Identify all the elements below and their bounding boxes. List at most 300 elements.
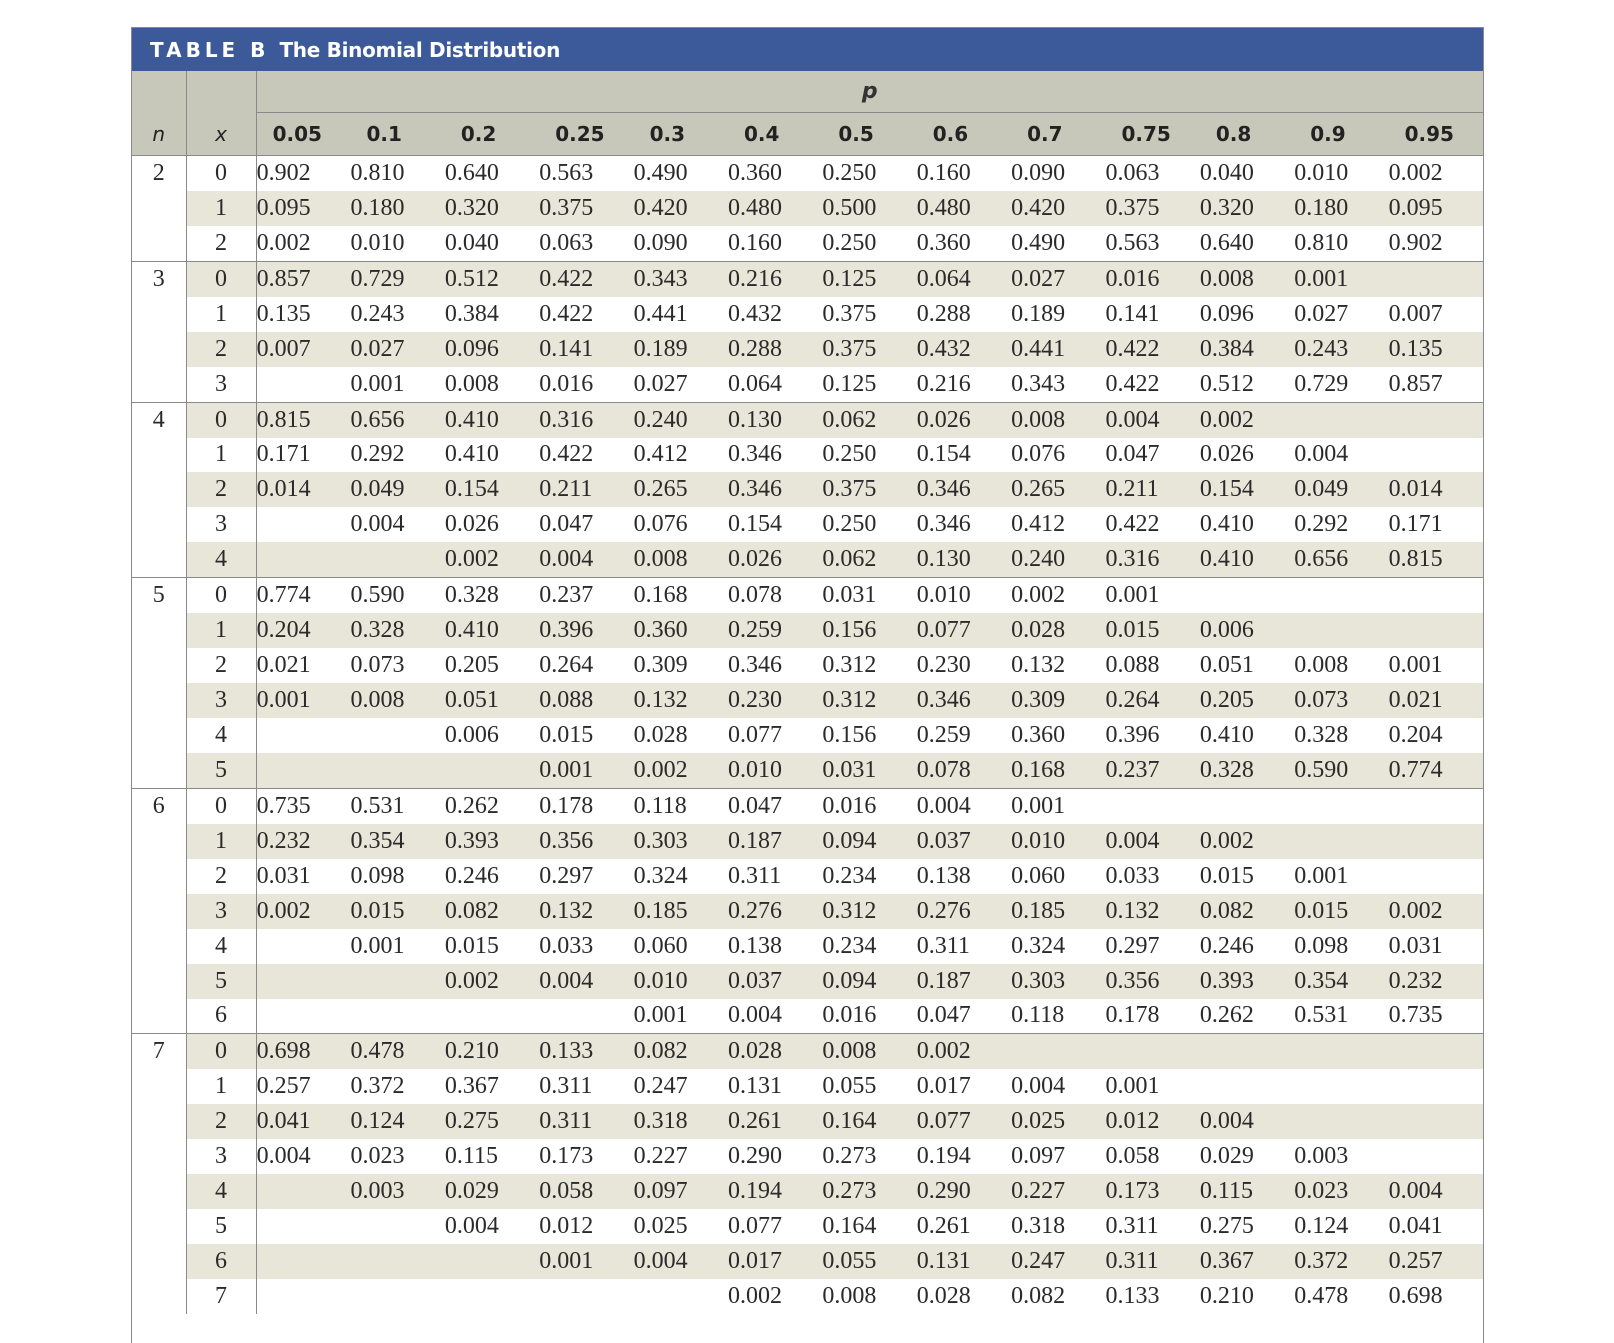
probability-cell	[350, 1279, 444, 1314]
probability-cell: 0.156	[822, 613, 916, 648]
probability-cell: 0.441	[633, 300, 688, 327]
probability-cell: 0.014	[256, 472, 350, 507]
probability-cell	[1294, 613, 1388, 648]
probability-cell: 0.004	[727, 1002, 782, 1029]
probability-cell: 0.001	[539, 753, 633, 788]
probability-cell: 0.410	[445, 613, 539, 648]
probability-cell: 0.097	[634, 1174, 728, 1209]
probability-cell: 0.262	[445, 788, 539, 823]
probability-cell: 0.010	[1294, 156, 1388, 191]
table-row	[132, 332, 1483, 367]
probability-cell: 0.096	[1199, 300, 1254, 327]
probability-cell: 0.090	[1011, 156, 1105, 191]
probability-cell: 0.312	[822, 683, 916, 718]
n-cell	[132, 1104, 186, 1139]
probability-cell: 0.015	[444, 932, 499, 959]
probability-cell	[1389, 1139, 1483, 1174]
probability-cell: 0.015	[539, 721, 594, 748]
table-row	[132, 859, 1483, 894]
probability-cell: 0.154	[727, 511, 782, 538]
probability-cell: 0.078	[917, 753, 1011, 788]
probability-cell: 0.273	[822, 1143, 877, 1170]
probability-cell: 0.240	[1011, 542, 1105, 577]
x-cell: 2	[186, 472, 256, 507]
probability-cell	[539, 1279, 633, 1314]
probability-cell	[1389, 859, 1483, 894]
probability-cell	[1389, 261, 1483, 296]
table-row	[132, 472, 1483, 507]
probability-cell	[256, 367, 350, 402]
probability-cell: 0.194	[916, 1143, 971, 1170]
n-cell	[132, 718, 186, 753]
table-row	[132, 402, 1483, 437]
probability-cell: 0.031	[1388, 932, 1443, 959]
probability-cell	[1294, 788, 1388, 823]
table-row	[132, 1069, 1483, 1104]
probability-cell: 0.118	[1011, 1002, 1065, 1029]
table-row	[132, 894, 1483, 929]
probability-cell: 0.138	[727, 932, 782, 959]
probability-cell: 0.027	[1294, 300, 1349, 327]
table-row	[132, 507, 1483, 542]
table-row	[132, 156, 1483, 191]
n-cell: 4	[132, 402, 186, 437]
probability-cell: 0.004	[1105, 402, 1199, 437]
probability-cell: 0.328	[350, 613, 444, 648]
table-row	[132, 613, 1483, 648]
n-cell: 5	[132, 578, 186, 613]
probability-cell: 0.275	[1199, 1213, 1254, 1240]
probability-cell: 0.015	[1105, 613, 1199, 648]
probability-cell: 0.041	[256, 1104, 350, 1139]
probability-cell: 0.512	[1199, 370, 1254, 397]
x-cell: 1	[186, 297, 256, 332]
probability-cell: 0.210	[1199, 1282, 1254, 1309]
probability-cell	[1389, 1069, 1483, 1104]
probability-cell: 0.082	[1011, 1282, 1066, 1309]
x-cell: 3	[186, 683, 256, 718]
probability-cell: 0.028	[1011, 613, 1105, 648]
n-cell	[132, 613, 186, 648]
probability-cell: 0.131	[727, 1073, 782, 1100]
probability-cell	[256, 999, 350, 1034]
probability-cell: 0.028	[633, 721, 688, 748]
probability-cell: 0.004	[539, 964, 633, 999]
probability-cell	[256, 929, 350, 964]
probability-cell	[350, 1244, 444, 1279]
column-header-x: x	[186, 113, 256, 156]
probability-cell: 0.367	[444, 1073, 499, 1100]
probability-cell: 0.656	[1294, 542, 1388, 577]
probability-cell: 0.141	[539, 332, 633, 367]
probability-cell: 0.318	[1011, 1213, 1066, 1240]
probability-cell	[1389, 438, 1483, 473]
probability-cell: 0.031	[822, 578, 916, 613]
probability-cell: 0.211	[539, 472, 633, 507]
probability-cell: 0.343	[634, 261, 728, 296]
probability-cell: 0.187	[728, 824, 822, 859]
probability-cell: 0.062	[822, 542, 916, 577]
probability-cell	[256, 1279, 350, 1314]
probability-cell: 0.001	[1294, 261, 1388, 296]
probability-cell	[539, 999, 633, 1034]
probability-cell: 0.393	[1200, 964, 1294, 999]
probability-cell: 0.367	[1200, 1244, 1294, 1279]
probability-cell: 0.132	[539, 894, 633, 929]
probability-cell: 0.125	[822, 261, 916, 296]
probability-cell: 0.774	[256, 578, 350, 613]
probability-cell: 0.033	[539, 932, 594, 959]
probability-cell: 0.171	[256, 441, 311, 468]
probability-cell: 0.016	[1105, 261, 1199, 296]
probability-cell: 0.003	[350, 1174, 444, 1209]
probability-cell: 0.027	[1011, 261, 1105, 296]
x-cell: 3	[186, 894, 256, 929]
probability-cell: 0.328	[445, 578, 539, 613]
probability-cell: 0.232	[256, 824, 350, 859]
probability-cell	[1200, 578, 1294, 613]
probability-cell: 0.318	[634, 1104, 728, 1139]
probability-cell: 0.124	[1294, 1213, 1349, 1240]
probability-cell: 0.210	[445, 1034, 539, 1069]
x-cell: 5	[186, 1209, 256, 1244]
probability-cell: 0.010	[350, 229, 405, 256]
probability-cell: 0.006	[1200, 613, 1294, 648]
probability-cell: 0.047	[916, 1002, 971, 1029]
probability-cell: 0.261	[916, 1213, 971, 1240]
probability-cell: 0.250	[822, 156, 916, 191]
x-cell: 3	[186, 1139, 256, 1174]
probability-cell: 0.004	[1294, 441, 1349, 468]
probability-cell: 0.002	[634, 753, 728, 788]
probability-cell: 0.049	[350, 472, 444, 507]
column-header-p: 0.9	[1294, 113, 1388, 156]
probability-cell: 0.014	[1389, 472, 1483, 507]
probability-cell: 0.360	[728, 156, 822, 191]
column-header-p: 0.6	[917, 113, 1011, 156]
probability-cell: 0.343	[1011, 370, 1066, 397]
probability-cell: 0.076	[633, 511, 688, 538]
table-row	[132, 226, 1483, 261]
n-cell: 2	[132, 156, 186, 191]
probability-cell: 0.320	[1200, 191, 1294, 226]
probability-cell: 0.002	[1389, 156, 1483, 191]
probability-cell: 0.033	[1105, 862, 1160, 889]
probability-cell: 0.001	[539, 1244, 633, 1279]
probability-cell	[445, 1279, 539, 1314]
probability-cell: 0.007	[1388, 300, 1443, 327]
probability-cell: 0.410	[1200, 542, 1294, 577]
x-cell: 1	[186, 613, 256, 648]
probability-cell	[445, 999, 539, 1034]
probability-cell: 0.273	[822, 1174, 916, 1209]
probability-cell: 0.297	[539, 862, 594, 889]
x-cell: 4	[186, 929, 256, 964]
probability-cell: 0.290	[917, 1174, 1011, 1209]
table-row	[132, 1104, 1483, 1139]
probability-cell: 0.063	[539, 229, 594, 256]
probability-cell: 0.058	[539, 1174, 633, 1209]
table-row	[132, 964, 1483, 999]
probability-cell: 0.257	[1389, 1244, 1483, 1279]
n-cell	[132, 648, 186, 683]
probability-cell: 0.154	[916, 441, 971, 468]
probability-cell: 0.047	[728, 788, 822, 823]
probability-cell	[350, 999, 444, 1034]
header-row-p	[132, 71, 1483, 113]
probability-cell: 0.356	[539, 824, 633, 859]
probability-cell: 0.432	[727, 300, 782, 327]
probability-cell	[1105, 1034, 1199, 1069]
probability-cell: 0.902	[1388, 229, 1443, 256]
probability-cell: 0.004	[444, 1213, 499, 1240]
x-cell: 6	[186, 1244, 256, 1279]
probability-cell	[1105, 788, 1199, 823]
probability-cell: 0.264	[1105, 683, 1199, 718]
table-row	[132, 718, 1483, 753]
n-cell	[132, 683, 186, 718]
x-cell: 4	[186, 1174, 256, 1209]
table-row	[132, 929, 1483, 964]
probability-cell: 0.422	[539, 441, 594, 468]
probability-cell: 0.021	[1389, 683, 1483, 718]
probability-cell: 0.375	[1105, 191, 1199, 226]
probability-cell: 0.857	[1388, 370, 1443, 397]
probability-cell: 0.240	[634, 402, 728, 437]
probability-cell: 0.324	[1011, 932, 1066, 959]
probability-cell: 0.180	[1294, 191, 1388, 226]
probability-cell: 0.356	[1105, 964, 1199, 999]
probability-cell: 0.130	[917, 542, 1011, 577]
probability-cell: 0.090	[633, 229, 688, 256]
n-cell	[132, 929, 186, 964]
probability-cell: 0.026	[917, 402, 1011, 437]
probability-cell: 0.309	[633, 652, 688, 679]
probability-cell: 0.077	[917, 1104, 1011, 1139]
probability-cell: 0.189	[634, 332, 728, 367]
probability-cell: 0.384	[444, 300, 499, 327]
probability-cell: 0.002	[1200, 402, 1294, 437]
probability-cell: 0.060	[633, 932, 688, 959]
probability-cell: 0.073	[350, 652, 405, 679]
probability-cell: 0.023	[1294, 1174, 1388, 1209]
probability-cell: 0.037	[917, 824, 1011, 859]
probability-cell: 0.164	[822, 1213, 877, 1240]
probability-cell: 0.375	[822, 300, 877, 327]
probability-cell: 0.346	[727, 652, 782, 679]
probability-cell	[1389, 578, 1483, 613]
probability-cell: 0.478	[1294, 1282, 1349, 1309]
probability-cell: 0.729	[350, 261, 444, 296]
probability-cell: 0.095	[256, 191, 350, 226]
probability-cell: 0.098	[350, 862, 405, 889]
probability-cell	[1200, 1034, 1294, 1069]
probability-cell: 0.041	[1388, 1213, 1443, 1240]
probability-cell: 0.312	[822, 894, 916, 929]
probability-cell: 0.180	[350, 191, 444, 226]
probability-cell: 0.154	[445, 472, 539, 507]
probability-cell: 0.094	[822, 964, 916, 999]
probability-cell: 0.211	[1105, 472, 1199, 507]
probability-cell: 0.815	[256, 402, 350, 437]
probability-cell: 0.205	[1200, 683, 1294, 718]
probability-cell: 0.064	[917, 261, 1011, 296]
probability-cell: 0.027	[633, 370, 688, 397]
probability-cell: 0.375	[822, 332, 916, 367]
n-cell	[132, 1209, 186, 1244]
probability-cell: 0.001	[1011, 788, 1105, 823]
probability-cell	[350, 718, 444, 753]
probability-cell: 0.292	[1294, 511, 1349, 538]
probability-cell: 0.234	[822, 932, 877, 959]
column-header-p: 0.4	[728, 113, 822, 156]
probability-cell: 0.346	[916, 511, 971, 538]
probability-cell: 0.001	[1388, 652, 1443, 679]
probability-cell: 0.124	[350, 1104, 444, 1139]
table-row	[132, 824, 1483, 859]
probability-cell: 0.396	[539, 613, 633, 648]
probability-cell: 0.016	[539, 370, 594, 397]
probability-cell: 0.216	[728, 261, 822, 296]
probability-cell	[350, 1209, 444, 1244]
probability-cell: 0.250	[822, 441, 877, 468]
x-cell: 2	[186, 1104, 256, 1139]
probability-cell: 0.247	[633, 1073, 688, 1100]
probability-cell: 0.815	[1389, 542, 1483, 577]
probability-cell: 0.135	[1389, 332, 1483, 367]
probability-cell: 0.563	[1105, 229, 1160, 256]
probability-cell: 0.133	[1105, 1282, 1160, 1309]
table-row	[132, 648, 1483, 683]
probability-cell: 0.563	[539, 156, 633, 191]
x-cell: 0	[186, 1034, 256, 1069]
probability-cell: 0.500	[822, 191, 916, 226]
probability-cell: 0.810	[350, 156, 444, 191]
probability-cell: 0.480	[917, 191, 1011, 226]
binomial-table	[132, 71, 1483, 1314]
n-cell	[132, 964, 186, 999]
probability-cell: 0.276	[728, 894, 822, 929]
probability-cell: 0.004	[1200, 1104, 1294, 1139]
probability-cell	[634, 1279, 728, 1314]
probability-cell: 0.076	[1011, 441, 1066, 468]
probability-cell	[256, 1244, 350, 1279]
n-cell	[132, 438, 186, 473]
n-cell	[132, 297, 186, 332]
probability-cell: 0.490	[1011, 229, 1066, 256]
probability-cell: 0.002	[256, 229, 311, 256]
probability-cell: 0.173	[539, 1143, 594, 1170]
probability-cell: 0.025	[1011, 1104, 1105, 1139]
probability-cell: 0.082	[445, 894, 539, 929]
probability-cell: 0.422	[539, 300, 594, 327]
probability-cell: 0.040	[1200, 156, 1294, 191]
probability-cell: 0.001	[256, 683, 350, 718]
x-cell: 0	[186, 261, 256, 296]
probability-cell: 0.384	[1200, 332, 1294, 367]
probability-cell: 0.360	[916, 229, 971, 256]
probability-cell: 0.590	[1294, 753, 1388, 788]
probability-cell: 0.412	[1011, 511, 1066, 538]
table-row	[132, 1174, 1483, 1209]
probability-cell: 0.265	[1011, 472, 1105, 507]
probability-cell: 0.316	[539, 402, 633, 437]
probability-cell: 0.640	[1199, 229, 1254, 256]
n-cell: 6	[132, 788, 186, 823]
probability-cell: 0.028	[916, 1282, 971, 1309]
probability-cell: 0.002	[1389, 894, 1483, 929]
probability-cell: 0.410	[1199, 511, 1254, 538]
probability-cell: 0.173	[1105, 1174, 1199, 1209]
probability-cell: 0.354	[350, 824, 444, 859]
probability-cell: 0.234	[822, 862, 877, 889]
x-cell: 4	[186, 718, 256, 753]
probability-cell: 0.309	[1011, 683, 1105, 718]
probability-cell: 0.324	[633, 862, 688, 889]
probability-cell: 0.250	[822, 229, 877, 256]
probability-cell: 0.205	[444, 652, 499, 679]
probability-cell: 0.002	[1011, 578, 1105, 613]
x-cell: 1	[186, 438, 256, 473]
probability-cell: 0.058	[1105, 1143, 1160, 1170]
table-row	[132, 191, 1483, 226]
probability-cell: 0.288	[916, 300, 971, 327]
probability-cell: 0.025	[633, 1213, 688, 1240]
probability-cell: 0.774	[1389, 753, 1483, 788]
table-body	[132, 156, 1483, 1314]
probability-cell: 0.178	[1105, 1002, 1160, 1029]
probability-cell: 0.016	[822, 788, 916, 823]
probability-cell: 0.001	[1105, 1073, 1160, 1100]
probability-cell: 0.422	[1105, 332, 1199, 367]
probability-cell	[1200, 788, 1294, 823]
x-cell: 1	[186, 1069, 256, 1104]
probability-cell: 0.098	[1294, 932, 1349, 959]
probability-cell: 0.303	[634, 824, 728, 859]
probability-cell	[1389, 402, 1483, 437]
probability-cell: 0.857	[256, 261, 350, 296]
probability-cell	[256, 542, 350, 577]
probability-cell: 0.023	[350, 1143, 405, 1170]
n-cell	[132, 753, 186, 788]
probability-cell: 0.004	[1389, 1174, 1483, 1209]
probability-cell: 0.227	[633, 1143, 688, 1170]
probability-cell: 0.026	[728, 542, 822, 577]
probability-cell: 0.115	[1200, 1174, 1294, 1209]
probability-cell: 0.001	[350, 932, 405, 959]
table-row	[132, 578, 1483, 613]
x-cell: 2	[186, 648, 256, 683]
probability-cell: 0.237	[1105, 753, 1199, 788]
n-cell	[132, 999, 186, 1034]
probability-cell: 0.118	[634, 788, 728, 823]
probability-cell: 0.004	[350, 511, 405, 538]
probability-cell: 0.029	[1199, 1143, 1254, 1170]
column-header-p: 0.25	[539, 113, 633, 156]
x-cell: 2	[186, 226, 256, 261]
n-cell	[132, 472, 186, 507]
probability-cell	[1294, 1069, 1388, 1104]
probability-cell: 0.320	[445, 191, 539, 226]
probability-cell: 0.008	[822, 1282, 877, 1309]
table-row	[132, 753, 1483, 788]
probability-cell: 0.311	[1105, 1213, 1159, 1240]
probability-cell: 0.002	[917, 1034, 1011, 1069]
probability-cell: 0.311	[539, 1073, 593, 1100]
probability-cell: 0.311	[1105, 1244, 1199, 1279]
probability-cell: 0.178	[539, 788, 633, 823]
probability-cell: 0.008	[1200, 261, 1294, 296]
